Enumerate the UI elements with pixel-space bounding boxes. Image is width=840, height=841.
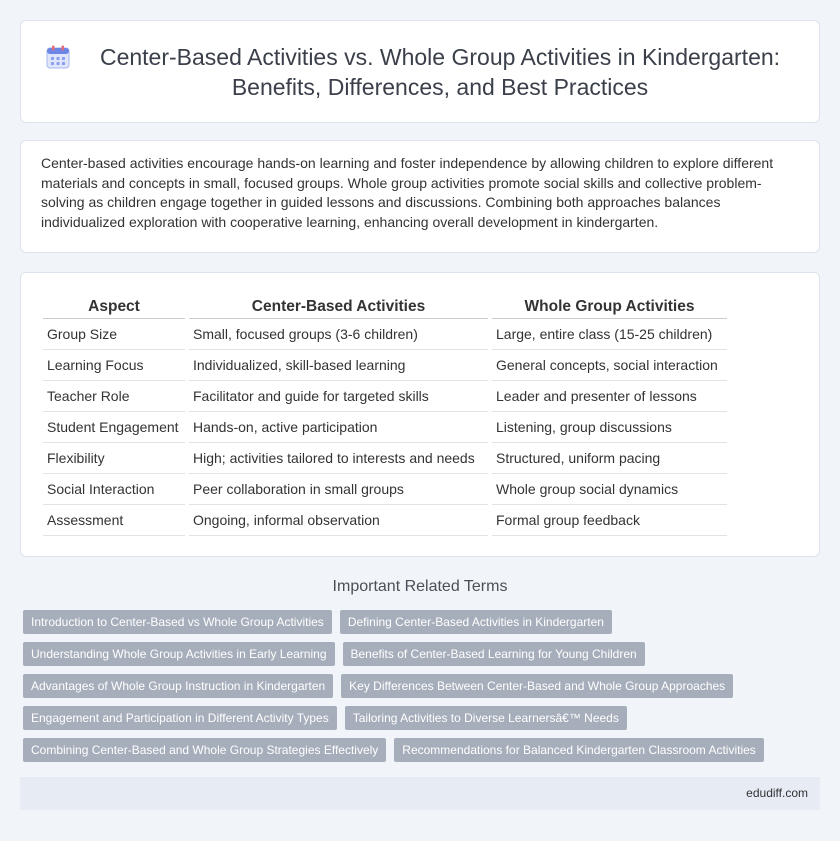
table-row	[43, 505, 727, 536]
tag-row	[23, 674, 823, 698]
tag-row	[23, 706, 823, 730]
table-row	[43, 412, 727, 443]
related-term-link[interactable]: Advantages of Whole Group Instruction in Kindergarten	[23, 674, 333, 698]
related-term-link[interactable]: Recommendations for Balanced Kindergarten Classroom Activities	[394, 738, 764, 762]
footer	[20, 777, 820, 810]
related-term-link[interactable]: Understanding Whole Group Activities in Early Learning	[23, 642, 335, 666]
table-row	[43, 350, 727, 381]
related-term-link[interactable]: Engagement and Participation in Different Activity Types	[23, 706, 337, 730]
header-whole-group: Whole Group Activities	[492, 293, 727, 319]
table-cell: Facilitator and guide for targeted skills	[189, 381, 488, 412]
table-cell: General concepts, social interaction	[492, 350, 727, 381]
header-aspect: Aspect	[43, 293, 185, 319]
table-cell: Structured, uniform pacing	[492, 443, 727, 474]
tag-row	[23, 610, 823, 634]
table-cell: Ongoing, informal observation	[189, 505, 488, 536]
table-row	[43, 443, 727, 474]
calendar-icon	[45, 44, 71, 70]
tag-row	[23, 738, 823, 762]
table-cell: Large, entire class (15-25 children)	[492, 319, 727, 350]
related-term-link[interactable]: Tailoring Activities to Diverse Learnersâ€™ Needs	[345, 706, 627, 730]
related-terms-list	[23, 610, 823, 770]
table-cell: Group Size	[43, 319, 185, 350]
related-term-link[interactable]: Benefits of Center-Based Learning for Young Children	[343, 642, 645, 666]
table-row	[43, 474, 727, 505]
related-term-link[interactable]: Key Differences Between Center-Based and Whole Group Approaches	[341, 674, 733, 698]
header-center-based: Center-Based Activities	[189, 293, 488, 319]
table-cell: Whole group social dynamics	[492, 474, 727, 505]
related-term-link[interactable]: Defining Center-Based Activities in Kindergarten	[340, 610, 612, 634]
table-cell: Social Interaction	[43, 474, 185, 505]
table-cell: Flexibility	[43, 443, 185, 474]
table-cell: Small, focused groups (3-6 children)	[189, 319, 488, 350]
header-card	[20, 20, 820, 123]
table-row	[43, 381, 727, 412]
table-cell: High; activities tailored to interests and needs	[189, 443, 488, 474]
table-cell: Listening, group discussions	[492, 412, 727, 443]
table-cell: Teacher Role	[43, 381, 185, 412]
table-header-row	[43, 293, 727, 319]
table-row	[43, 319, 727, 350]
table-cell: Peer collaboration in small groups	[189, 474, 488, 505]
comparison-card	[20, 272, 820, 557]
related-terms-title: Important Related Terms	[332, 578, 508, 595]
table-cell: Hands-on, active participation	[189, 412, 488, 443]
table-cell: Student Engagement	[43, 412, 185, 443]
intro-text: Center-based activities encourage hands-on learning and foster independence by allowing children to explore different materials and concepts in small, focused groups. Whole group activities promote social skills and collective problem-solving as children engage together in guided lessons and discussions. Combining both approaches balances individualized exploration with cooperative learning, enhancing overall development in kindergarten.	[41, 155, 774, 230]
comparison-table	[39, 293, 731, 536]
table-cell: Learning Focus	[43, 350, 185, 381]
related-term-link[interactable]: Introduction to Center-Based vs Whole Group Activities	[23, 610, 332, 634]
footer-site-link[interactable]: edudiff.com	[746, 786, 808, 800]
table-cell: Assessment	[43, 505, 185, 536]
intro-card	[20, 140, 820, 253]
related-term-link[interactable]: Combining Center-Based and Whole Group Strategies Effectively	[23, 738, 386, 762]
page-title: Center-Based Activities vs. Whole Group Activities in Kindergarten: Benefits, Differences, and Best Practices	[99, 43, 781, 100]
tag-row	[23, 642, 823, 666]
table-cell: Formal group feedback	[492, 505, 727, 536]
table-cell: Leader and presenter of lessons	[492, 381, 727, 412]
table-cell: Individualized, skill-based learning	[189, 350, 488, 381]
